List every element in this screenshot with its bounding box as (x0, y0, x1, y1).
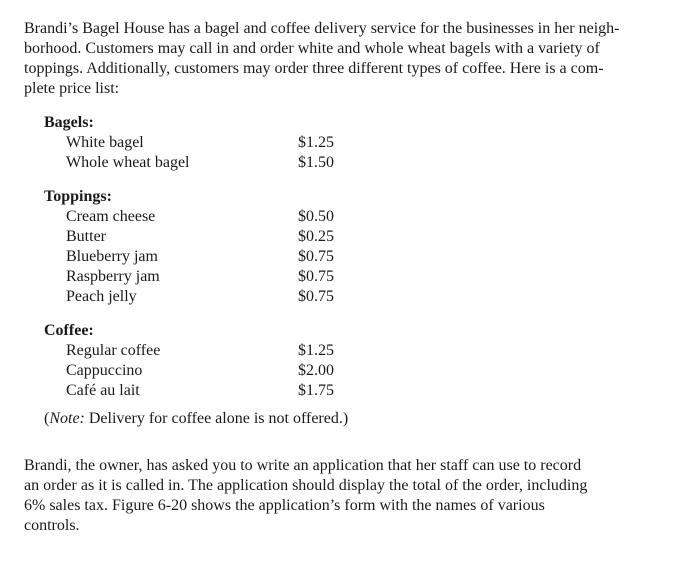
intro-line: toppings. Additionally, customers may order three different types of coffee. Here is a com- (24, 60, 604, 77)
item-price: $1.25 (298, 134, 334, 151)
item-price: $0.50 (298, 208, 334, 225)
price-row (24, 227, 694, 247)
document-page (24, 19, 694, 536)
price-row (24, 361, 694, 381)
delivery-note (44, 409, 694, 429)
item-name: Raspberry jam (66, 268, 160, 285)
price-row (24, 207, 694, 227)
section-title: Toppings: (44, 188, 112, 205)
item-name: White bagel (66, 134, 144, 151)
price-row (24, 153, 694, 173)
item-price: $1.75 (298, 382, 334, 399)
price-row (24, 133, 694, 153)
intro-paragraph (24, 19, 694, 99)
price-row (24, 267, 694, 287)
note-open: ( (44, 410, 50, 427)
item-name: Cappuccino (66, 362, 143, 379)
section-title: Bagels: (44, 114, 94, 131)
item-price: $0.75 (298, 288, 334, 305)
item-price: $2.00 (298, 362, 334, 379)
item-name: Regular coffee (66, 342, 161, 359)
intro-line: Brandi’s Bagel House has a bagel and coffee delivery service for the businesses in her neigh- (24, 20, 620, 37)
item-price: $1.50 (298, 154, 334, 171)
price-row (24, 381, 694, 401)
intro-line: borhood. Customers may call in and order white and whole wheat bagels with a variety of (24, 40, 600, 57)
section-title: Coffee: (44, 322, 94, 339)
closing-line: an order as it is called in. The application should display the total of the order, including (24, 477, 588, 494)
closing-line: Brandi, the owner, has asked you to write an application that her staff can use to record (24, 457, 582, 474)
price-row (24, 287, 694, 307)
item-price: $0.25 (298, 228, 334, 245)
item-name: Cream cheese (66, 208, 156, 225)
closing-line: 6% sales tax. Figure 6-20 shows the application’s form with the names of various (24, 497, 545, 514)
section-bagels (24, 113, 694, 173)
intro-line: plete price list: (24, 80, 120, 97)
price-list (24, 113, 694, 429)
closing-line: controls. (24, 517, 80, 534)
item-price: $0.75 (298, 248, 334, 265)
price-row (24, 247, 694, 267)
item-name: Café au lait (66, 382, 140, 399)
item-name: Blueberry jam (66, 248, 158, 265)
section-toppings (24, 187, 694, 307)
item-price: $1.25 (298, 342, 334, 359)
note-label: Note: (49, 410, 85, 427)
item-name: Whole wheat bagel (66, 154, 190, 171)
note-text: Delivery for coffee alone is not offered.) (84, 410, 349, 427)
item-name: Peach jelly (66, 288, 137, 305)
price-row (24, 341, 694, 361)
closing-paragraph (24, 456, 694, 536)
item-name: Butter (66, 228, 106, 245)
item-price: $0.75 (298, 268, 334, 285)
section-coffee (24, 321, 694, 401)
